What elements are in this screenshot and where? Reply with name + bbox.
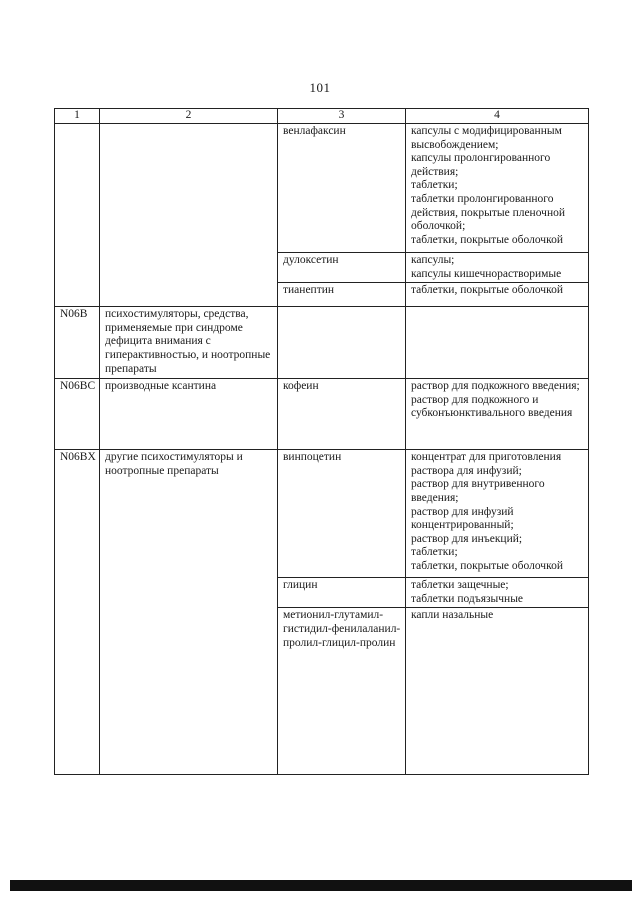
dosage-form: таблетки пролонгированного действия, покрытые пленочной оболочкой; (411, 192, 566, 233)
drug-name-cell: венлафаксин (278, 124, 406, 253)
dosage-forms-cell (406, 307, 589, 379)
drug-name-cell: винпоцетин (278, 450, 406, 578)
drug-name-cell: глицин (278, 578, 406, 608)
page-number: 101 (309, 80, 331, 95)
atc-code-cell: N06BX (55, 450, 100, 775)
atc-code-cell: N06BC (55, 379, 100, 450)
table-row (55, 379, 589, 450)
table-row (55, 307, 589, 379)
dosage-forms-cell (406, 253, 589, 283)
dosage-form: капсулы; (411, 254, 455, 266)
dosage-form: раствор для подкожного введения; (411, 380, 580, 393)
dosage-forms-cell (406, 379, 589, 450)
dosage-form: таблетки подъязычные (411, 592, 524, 605)
dosage-form: раствор для инфузий концентрированный; (411, 505, 514, 532)
group-name-cell: психостимуляторы, средства, применяемые при синдроме дефицита внимания с гиперактивностью, и ноотропные препараты (100, 307, 278, 379)
drug-name-cell: дулоксетин (278, 253, 406, 283)
column-header: 1 (55, 109, 100, 124)
group-name-cell: другие психостимуляторы и ноотропные препараты (100, 450, 278, 775)
dosage-form: капсулы кишечнорастворимые (411, 267, 562, 280)
group-name-cell (100, 124, 278, 307)
dosage-form: раствор для инъекций; (411, 532, 523, 545)
dosage-form: таблетки; (411, 179, 458, 192)
column-header: 4 (406, 109, 589, 124)
dosage-forms-cell (406, 608, 589, 775)
drug-table (54, 108, 589, 775)
scan-edge-bar (10, 880, 632, 891)
dosage-form: капли назальные (411, 609, 494, 622)
table-row (55, 450, 589, 578)
dosage-form: концентрат для приготовления раствора для инфузий; (411, 451, 562, 477)
column-header: 3 (278, 109, 406, 124)
dosage-form: капсулы пролонгированного действия; (411, 152, 551, 178)
dosage-form: таблетки защечные; (411, 579, 509, 592)
dosage-form: раствор для подкожного и субконъюнктивального введения (411, 393, 573, 420)
table-row (55, 124, 589, 253)
dosage-forms-cell (406, 450, 589, 578)
drug-name-cell: тианептин (278, 283, 406, 307)
dosage-forms-cell (406, 578, 589, 608)
group-name-cell: производные ксантина (100, 379, 278, 450)
dosage-form: раствор для внутривенного введения; (411, 478, 545, 504)
dosage-form: таблетки; (411, 546, 458, 559)
atc-code-cell (55, 124, 100, 307)
dosage-form: капсулы с модифицированным высвобождением; (411, 125, 562, 151)
column-header: 2 (100, 109, 278, 124)
drug-name-cell: метионил-глутамил-гистидил-фенилаланил-пролил-глицил-пролин (278, 608, 406, 775)
dosage-form: таблетки, покрытые оболочкой (411, 284, 563, 297)
table-header-row (55, 109, 589, 124)
dosage-forms-cell (406, 124, 589, 253)
drug-name-cell (278, 307, 406, 379)
dosage-form: таблетки, покрытые оболочкой (411, 233, 563, 246)
drug-name-cell: кофеин (278, 379, 406, 450)
atc-code-cell: N06B (55, 307, 100, 379)
dosage-form: таблетки, покрытые оболочкой (411, 559, 563, 572)
dosage-forms-cell (406, 283, 589, 307)
